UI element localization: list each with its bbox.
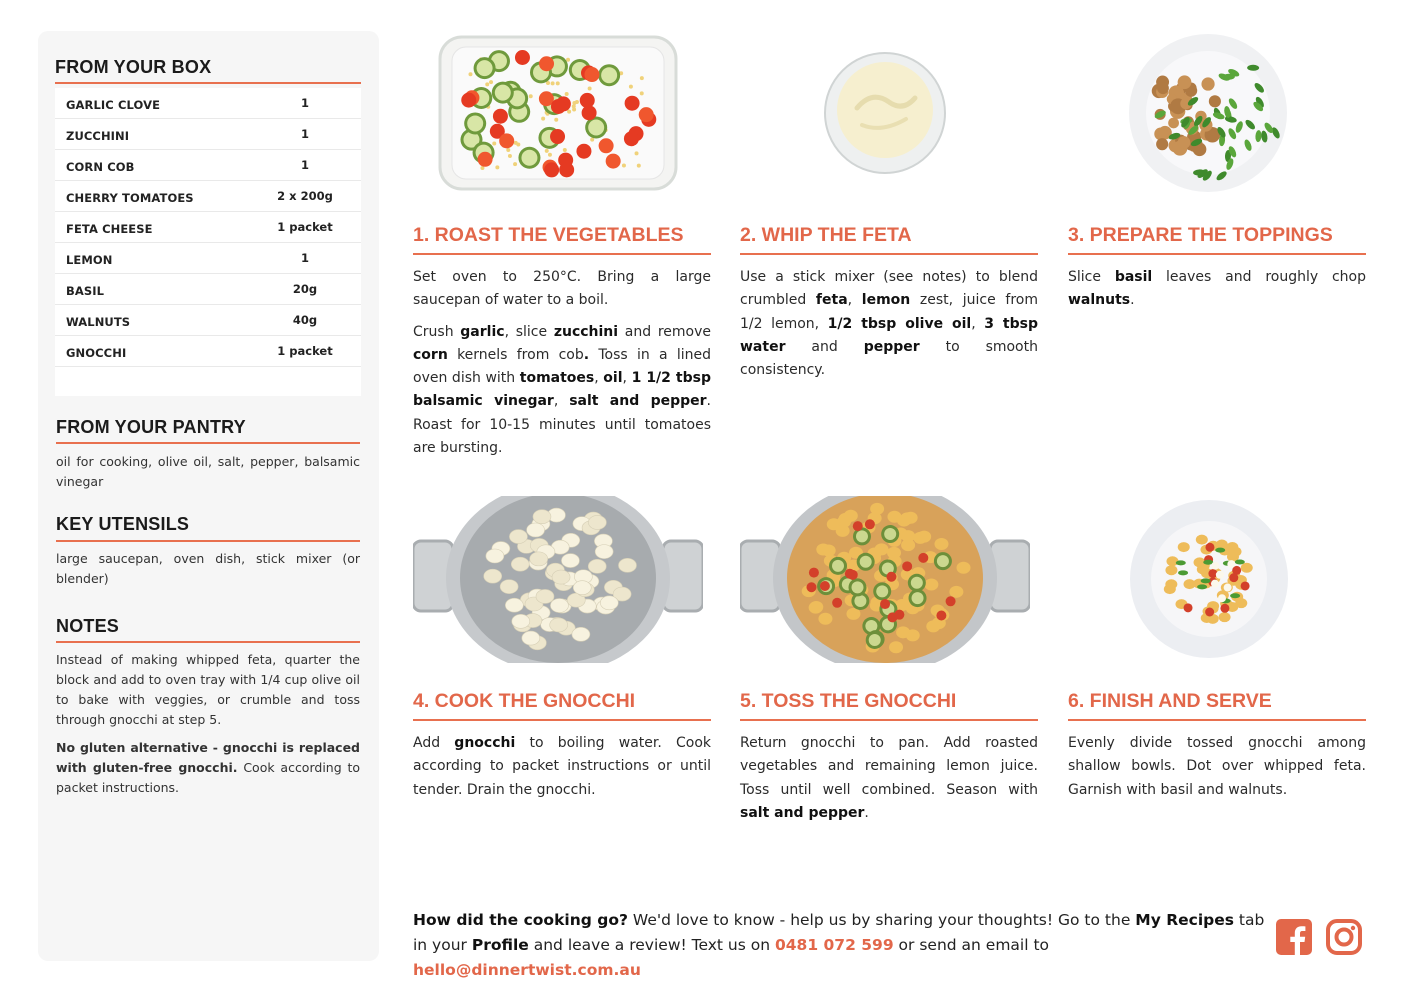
step-1-title: 1. ROAST THE VEGETABLES <box>413 224 684 246</box>
ingredient-name: FETA CHEESE <box>66 222 153 236</box>
instagram-icon[interactable] <box>1325 918 1363 956</box>
ingredient-name: CORN COB <box>66 160 135 174</box>
ingredient-table <box>55 88 361 396</box>
step-2-para: Use a stick mixer (see notes) to blend crumbled feta, lemon zest, juice from 1/2 lemon, 1/2 tbsp olive oil, 3 tbsp water and pepper to smooth consistency. <box>740 269 1039 379</box>
step-4-para: Add gnocchi to boiling water. Cook according to packet instructions or until tender. Drain the gnocchi. <box>413 735 711 798</box>
gnocchi-bowl-image <box>1127 498 1291 660</box>
ingredient-qty: 1 <box>300 251 309 265</box>
feedback-footer: How did the cooking go? We'd love to know - help us by sharing your thoughts! Go to the My Recipes tab in your Profile and leave a review! Text us on 0481 072 599 or send an email to hello@dinnertwist.com.au <box>413 911 1265 979</box>
gnocchi-pan-image <box>740 496 1030 663</box>
table-row <box>55 336 361 367</box>
step-1-body <box>413 266 711 468</box>
table-row <box>55 243 361 274</box>
email-link[interactable]: hello@dinnertwist.com.au <box>413 961 641 979</box>
table-row <box>55 212 361 243</box>
divider <box>56 540 360 542</box>
step-3-title: 3. PREPARE THE TOPPINGS <box>1068 224 1333 246</box>
ingredient-qty: 1 packet <box>277 344 333 358</box>
ingredient-name: WALNUTS <box>66 315 131 329</box>
step-3-para: Slice basil leaves and roughly chop walnuts. <box>1068 269 1366 309</box>
divider <box>740 719 1038 721</box>
notes-gluten-free <box>56 738 360 798</box>
profile-link: Profile <box>471 936 529 954</box>
ingredient-name: GNOCCHI <box>66 346 127 360</box>
divider <box>413 253 711 255</box>
roasted-vegetables-image <box>436 33 680 193</box>
step-2-title: 2. WHIP THE FETA <box>740 224 912 246</box>
utensils-title: KEY UTENSILS <box>56 514 190 534</box>
divider <box>1068 253 1366 255</box>
ingredient-name: GARLIC CLOVE <box>66 98 161 112</box>
ingredient-name: ZUCCHINI <box>66 129 130 143</box>
ingredient-qty: 1 packet <box>277 220 333 234</box>
notes-title: NOTES <box>56 616 120 636</box>
from-your-box-title: FROM YOUR BOX <box>55 57 212 77</box>
ingredient-qty: 1 <box>300 158 309 172</box>
gnocchi-colander-image <box>413 496 703 663</box>
divider <box>55 82 361 84</box>
pantry-title: FROM YOUR PANTRY <box>56 417 246 437</box>
notes-text: Instead of making whipped feta, quarter the block and add to oven tray with 1/4 cup olive oil to bake with veggies, or crumble and toss through gnocchi at step 5. <box>56 652 360 727</box>
toppings-image <box>1127 32 1289 194</box>
notes-gf-bold: No gluten alternative - gnocchi is replaced with gluten-free gnocchi. <box>56 740 360 775</box>
step-5-body <box>740 732 1038 833</box>
ingredient-qty: 1 <box>300 96 309 110</box>
ingredient-qty: 1 <box>300 127 309 141</box>
table-row <box>55 88 361 119</box>
step-1-para-1: Set oven to 250°C. Bring a large saucepan of water to a boil. <box>413 269 711 309</box>
step-2-body <box>740 266 1038 390</box>
ingredient-qty: 40g <box>292 313 318 327</box>
table-row <box>55 274 361 305</box>
table-row <box>55 305 361 336</box>
ingredient-qty: 20g <box>292 282 318 296</box>
divider <box>413 719 711 721</box>
sidebar <box>38 31 379 961</box>
ingredient-name: CHERRY TOMATOES <box>66 191 194 205</box>
step-6-para: Evenly divide tossed gnocchi among shallow bowls. Dot over whipped feta. Garnish with basil and walnuts. <box>1068 735 1366 798</box>
pantry-text: oil for cooking, olive oil, salt, pepper, balsamic vinegar <box>56 454 360 489</box>
table-row <box>55 181 361 212</box>
utensils-text: large saucepan, oven dish, stick mixer (or blender) <box>56 551 360 586</box>
step-4-title: 4. COOK THE GNOCCHI <box>413 690 636 712</box>
whipped-feta-image <box>822 50 948 176</box>
ingredient-qty: 2 x 200g <box>277 189 333 203</box>
divider <box>56 641 360 643</box>
facebook-icon[interactable] <box>1275 918 1313 956</box>
table-row <box>55 150 361 181</box>
table-row <box>55 119 361 150</box>
step-6-title: 6. FINISH AND SERVE <box>1068 690 1272 712</box>
divider <box>740 253 1038 255</box>
step-5-title: 5. TOSS THE GNOCCHI <box>740 690 957 712</box>
step-3-body <box>1068 266 1366 321</box>
divider <box>1068 719 1366 721</box>
notes-gf-rest: Cook according to packet instructions. <box>56 760 361 795</box>
phone-link[interactable]: 0481 072 599 <box>774 936 894 954</box>
step-5-para: Return gnocchi to pan. Add roasted vegetables and remaining lemon juice. Toss until well combined. Season with salt and pepper. <box>740 735 1038 821</box>
divider <box>56 442 360 444</box>
step-4-body <box>413 732 711 810</box>
ingredient-name: BASIL <box>66 284 105 298</box>
step-6-body <box>1068 732 1366 810</box>
ingredient-name: LEMON <box>66 253 113 267</box>
footer-question: How did the cooking go? <box>413 911 628 929</box>
my-recipes-link: My Recipes <box>1135 911 1234 929</box>
step-1-para-2: Crush garlic, slice zucchini and remove corn kernels from cob. Toss in a lined oven dish with tomatoes, oil, 1 1/2 tbsp balsamic vinegar, salt and pepper. Roast for 10-15 minutes until tomatoes are bursting. <box>413 323 711 457</box>
